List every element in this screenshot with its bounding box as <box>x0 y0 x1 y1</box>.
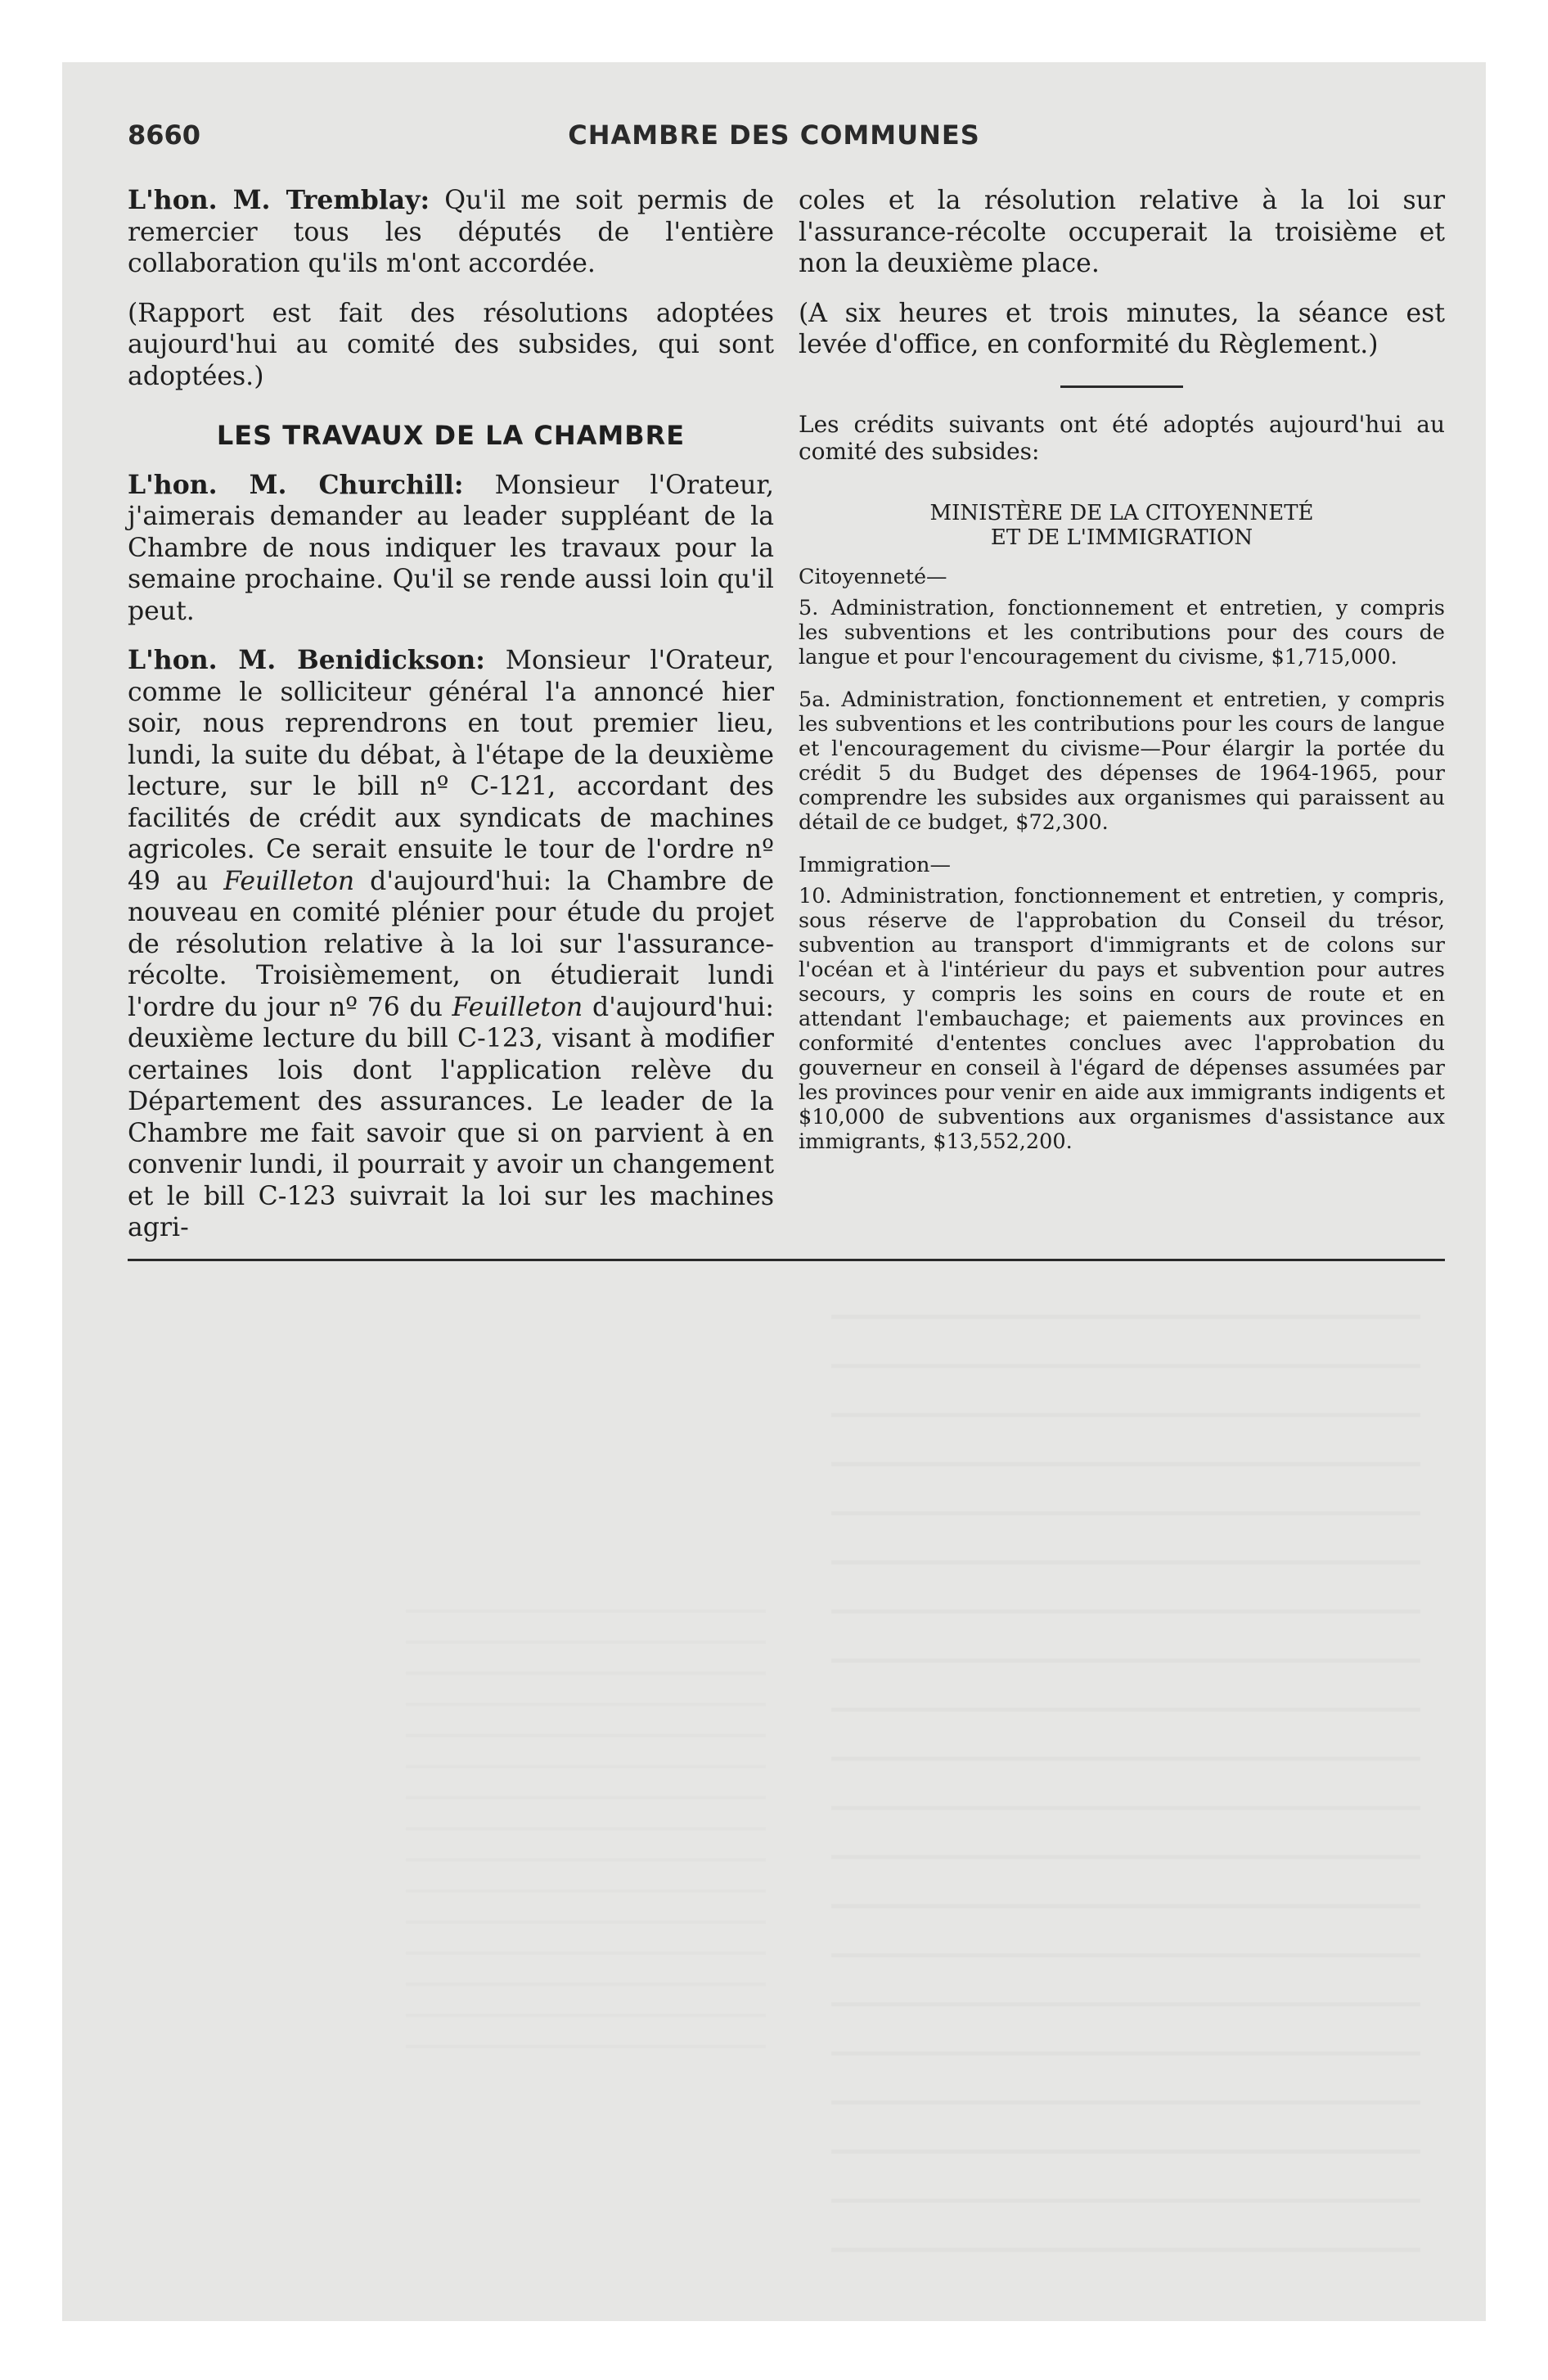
subheading-citoyennete: Citoyenneté— <box>799 564 947 589</box>
vote-item-10: 10. Administration, fonctionnement et entretien, y compris, sous réserve de l'approbation du Conseil du trésor, subvention au transport d'immigrants et de colons sur l'océan et à l'intérieur du pays et subvention pour autres secours, y compris les soins en cours de route et en attendant l'embauchage; et paiements aux provinces en conformité d'ententes conclues avec l'approbation du gouverneur en conseil à l'égard de dépenses assumées par les provinces pour venir en aide aux immigrants indigents et $10,000 de subventions aux organismes d'assistance aux immigrants, $13,552,200. <box>799 883 1445 1154</box>
paragraph-text: d'aujourd'hui: la Chambre de nouveau en comité plénier pour étude du projet de résolution relative à la loi sur l'assurance-récolte. Troisièmement, on étudierait lundi l'ordre du jour nº 76 du <box>128 866 774 1022</box>
right-column <box>799 185 1445 1172</box>
paragraph-adjournment: (A six heures et trois minutes, la séance est levée d'office, en conformité du Règlement.) <box>799 298 1445 359</box>
paragraph-continuation: coles et la résolution relative à la loi sur l'assurance-récolte occuperait la troisième et non la deuxième place. <box>799 186 1445 278</box>
speaker-name: L'hon. M. Churchill: <box>128 469 464 500</box>
show-through-texture <box>406 1593 766 2051</box>
running-head <box>128 119 1420 169</box>
vote-item-5: 5. Administration, fonctionnement et entretien, y compris les subventions et les contributions pour des cours de langue et pour l'encouragement du civisme, $1,715,000. <box>799 595 1445 669</box>
paragraph-credits-intro: Les crédits suivants ont été adoptés aujourd'hui au comité des subsides: <box>799 410 1445 465</box>
ministry-heading <box>799 501 1445 550</box>
subheading-immigration: Immigration— <box>799 852 951 877</box>
paragraph-text: d'aujourd'hui: deuxième lecture du bill C-123, visant à modifier certaines lois dont l'application relève du Département des assurances. Le leader de la Chambre me fait savoir que si on parvient à en convenir lundi, il pourrait y avoir un changement et le bill C-123 suivrait la loi sur les machines agri- <box>128 992 774 1242</box>
paragraph-benidickson <box>128 645 774 1244</box>
document-page <box>62 62 1486 2321</box>
section-title: LES TRAVAUX DE LA CHAMBRE <box>216 420 686 451</box>
paragraph-text: Monsieur l'Orateur, j'aimerais demander au leader suppléant de la Chambre de nous indiquer les travaux pour la semaine prochaine. Qu'il se rende aussi loin qu'il peut. <box>128 470 774 626</box>
paragraph-tremblay <box>128 185 774 280</box>
journal-title: CHAMBRE DES COMMUNES <box>568 119 980 151</box>
paragraph-text: Monsieur l'Orateur, comme le solliciteur général l'a annoncé hier soir, nous reprendrons en tout premier lieu, lundi, la suite du débat, à l'étape de la deuxième lecture, sur le bill nº C-121, accordant des facilités de crédit aux syndicats de machines agricoles. Ce serait ensuite le tour de l'ordre nº 49 au <box>128 646 774 896</box>
speaker-name: L'hon. M. Tremblay: <box>128 185 430 215</box>
section-divider <box>1060 385 1183 388</box>
bottom-rule <box>128 1259 1445 1261</box>
show-through-texture <box>831 1290 1420 2272</box>
left-column <box>128 185 774 1262</box>
page-number: 8660 <box>128 119 201 151</box>
speaker-name: L'hon. M. Benidickson: <box>128 645 485 675</box>
ministry-heading-line: MINISTÈRE DE LA CITOYENNETÉ <box>929 500 1314 525</box>
ministry-heading-line: ET DE L'IMMIGRATION <box>990 525 1253 550</box>
italic-feuilleton: Feuilleton <box>452 992 583 1022</box>
paragraph-churchill <box>128 470 774 628</box>
vote-item-5a: 5a. Administration, fonctionnement et entretien, y compris les subventions et les contributions pour les cours de langue et l'encouragement du civisme—Pour élargir la portée du crédit 5 du Budget des dépenses de 1964-1965, pour comprendre les subsides aux organismes qui paraissent au détail de ce budget, $72,300. <box>799 687 1445 835</box>
paragraph-report: (Rapport est fait des résolutions adoptées aujourd'hui au comité des subsides, qui sont adoptées.) <box>128 298 774 391</box>
italic-feuilleton: Feuilleton <box>223 866 355 896</box>
paragraph-text: Qu'il me soit permis de remercier tous les députés de l'entière collaboration qu'ils m'ont accordée. <box>128 186 775 278</box>
